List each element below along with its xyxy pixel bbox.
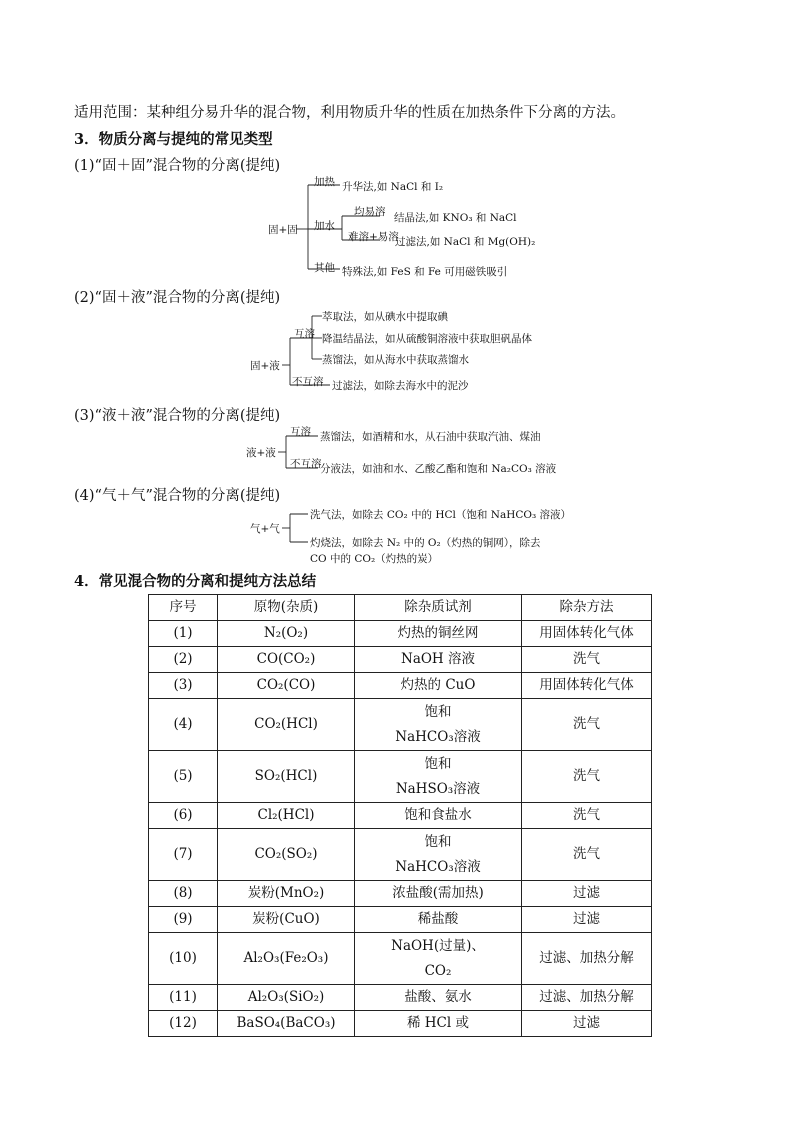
reagent-line-1: 浓盐酸(需加热): [392, 885, 484, 901]
tree4-leaf-burning-2: CO 中的 CO₂（灼热的炭）: [310, 553, 439, 565]
tree1-branch-heat: 加热: [314, 176, 335, 188]
row-reagent: [355, 621, 522, 647]
row-method: 洗气: [522, 751, 652, 803]
table-row: [149, 699, 652, 751]
row-method: 洗气: [522, 803, 652, 829]
table-row: [149, 751, 652, 803]
tree-solid-solid: [268, 172, 548, 282]
row-no: (3): [149, 673, 218, 699]
row-original: CO₂(CO): [218, 673, 355, 699]
row-reagent: [355, 699, 522, 751]
row-original: BaSO₄(BaCO₃): [218, 1011, 355, 1037]
table-row: [149, 621, 652, 647]
tree-solid-liquid: [250, 306, 560, 394]
reagent-line-2: NaHCO₃溶液: [395, 858, 481, 875]
tree3-leaf-distillation: 蒸馏法，如酒精和水，从石油中获取汽油、煤油: [320, 431, 541, 443]
row-no: (2): [149, 647, 218, 673]
tree-liquid-liquid: [246, 424, 566, 480]
row-reagent: [355, 647, 522, 673]
header-method: 除杂方法: [522, 595, 652, 621]
table-row: [149, 647, 652, 673]
row-no: (9): [149, 907, 218, 933]
tree2-leaf-filtration: 过滤法，如除去海水中的泥沙: [332, 380, 469, 392]
row-original: 炭粉(MnO₂): [218, 881, 355, 907]
reagent-line-2: NaHSO₃溶液: [395, 780, 481, 797]
section-4-heading: 4．常见混合物的分离和提纯方法总结: [74, 573, 317, 590]
tree2-branch-miscible: 互溶: [294, 328, 315, 340]
row-reagent: [355, 751, 522, 803]
tree2-leaf-distillation: 蒸馏法，如从海水中获取蒸馏水: [322, 354, 469, 366]
row-method: 过滤、加热分解: [522, 933, 652, 985]
reagent-line-2: NaHCO₃溶液: [395, 728, 481, 745]
row-method: 洗气: [522, 647, 652, 673]
reagent-line-2: CO₂: [424, 962, 452, 979]
header-reagent: 除杂质试剂: [355, 595, 522, 621]
row-reagent: [355, 907, 522, 933]
row-original: N₂(O₂): [218, 621, 355, 647]
row-method: 洗气: [522, 699, 652, 751]
row-no: (1): [149, 621, 218, 647]
tree1-branch-soluble: 均易溶: [354, 206, 386, 218]
tree4-leaf-gas-washing: 洗气法，如除去 CO₂ 中的 HCl（饱和 NaHCO₃ 溶液）: [310, 509, 572, 521]
row-original: SO₂(HCl): [218, 751, 355, 803]
table-row: [149, 985, 652, 1011]
tree3-root: 液+液: [246, 447, 276, 459]
subsection-liquid-liquid: (3)“液＋液”混合物的分离(提纯): [74, 408, 281, 424]
tree2-root: 固+液: [250, 360, 280, 372]
tree1-leaf-sublimation: 升华法,如 NaCl 和 I₂: [342, 181, 444, 193]
reagent-line-1: 灼热的 CuO: [400, 677, 476, 693]
row-method: 过滤: [522, 1011, 652, 1037]
subsection-solid-liquid: (2)“固＋液”混合物的分离(提纯): [74, 290, 281, 306]
header-no: 序号: [149, 595, 218, 621]
tree4-leaf-burning-1: 灼烧法，如除去 N₂ 中的 O₂（灼热的铜网），除去: [310, 537, 541, 549]
tree1-branch-other: 其他: [314, 262, 335, 274]
tree1-root: 固+固: [268, 224, 298, 236]
row-reagent: [355, 985, 522, 1011]
row-no: (10): [149, 933, 218, 985]
table-row: [149, 1011, 652, 1037]
reagent-line-1: 饱和: [424, 755, 452, 772]
table-header-row: [149, 595, 652, 621]
tree-gas-gas: [250, 504, 570, 570]
tree4-root: 气+气: [250, 523, 280, 535]
tree2-leaf-cooling-crystallization: 降温结晶法，如从硫酸铜溶液中获取胆矾晶体: [322, 333, 532, 345]
table-row: [149, 933, 652, 985]
row-no: (6): [149, 803, 218, 829]
row-original: 炭粉(CuO): [218, 907, 355, 933]
row-reagent: [355, 881, 522, 907]
reagent-line-1: 饱和食盐水: [404, 807, 472, 823]
row-no: (4): [149, 699, 218, 751]
row-no: (8): [149, 881, 218, 907]
tree2-leaf-extraction: 萃取法，如从碘水中提取碘: [322, 311, 448, 323]
tree2-branch-immiscible: 不互溶: [292, 376, 324, 388]
tree1-branch-water: 加水: [314, 220, 335, 232]
row-no: (12): [149, 1011, 218, 1037]
row-no: (7): [149, 829, 218, 881]
row-method: 用固体转化气体: [522, 673, 652, 699]
reagent-line-1: 盐酸、氨水: [404, 989, 472, 1005]
reagent-line-1: 灼热的铜丝网: [397, 625, 479, 641]
row-reagent: [355, 673, 522, 699]
table-row: [149, 907, 652, 933]
section-3-heading: 3．物质分离与提纯的常见类型: [74, 131, 273, 148]
row-reagent: [355, 933, 522, 985]
table-body: [149, 621, 652, 1037]
row-reagent: [355, 803, 522, 829]
reagent-line-1: 稀盐酸: [417, 911, 459, 927]
reagent-line-1: 饱和: [424, 833, 452, 850]
subsection-gas-gas: (4)“气＋气”混合物的分离(提纯): [74, 488, 281, 504]
row-no: (5): [149, 751, 218, 803]
row-original: Cl₂(HCl): [218, 803, 355, 829]
row-no: (11): [149, 985, 218, 1011]
reagent-line-1: 稀 HCl 或: [406, 1015, 469, 1031]
row-method: 洗气: [522, 829, 652, 881]
tree1-leaf-special: 特殊法,如 FeS 和 Fe 可用磁铁吸引: [342, 266, 508, 278]
row-original: CO(CO₂): [218, 647, 355, 673]
scope-text: 适用范围：某种组分易升华的混合物，利用物质升华的性质在加热条件下分离的方法。: [74, 105, 625, 121]
reagent-line-1: NaOH 溶液: [401, 651, 475, 667]
tree1-branch-insoluble: 难溶+易溶: [348, 231, 399, 243]
tree3-branch-immiscible: 不互溶: [290, 458, 322, 470]
row-original: Al₂O₃(Fe₂O₃): [218, 933, 355, 985]
subsection-solid-solid: (1)“固＋固”混合物的分离(提纯): [74, 158, 281, 174]
tree1-leaf-filtration: 过滤法,如 NaCl 和 Mg(OH)₂: [395, 236, 536, 248]
tree1-leaf-crystallization: 结晶法,如 KNO₃ 和 NaCl: [394, 212, 517, 224]
reagent-line-1: 饱和: [424, 703, 452, 720]
row-method: 过滤: [522, 907, 652, 933]
reagent-line-1: NaOH(过量)、: [391, 937, 485, 954]
row-reagent: [355, 829, 522, 881]
row-original: Al₂O₃(SiO₂): [218, 985, 355, 1011]
tree3-branch-miscible: 互溶: [290, 426, 311, 438]
purification-methods-table: [148, 594, 652, 1037]
table-row: [149, 881, 652, 907]
table-row: [149, 673, 652, 699]
row-reagent: [355, 1011, 522, 1037]
row-method: 用固体转化气体: [522, 621, 652, 647]
row-original: CO₂(SO₂): [218, 829, 355, 881]
header-original: 原物(杂质): [218, 595, 355, 621]
row-method: 过滤: [522, 881, 652, 907]
table-row: [149, 829, 652, 881]
tree3-leaf-liquid-separation: 分液法，如油和水、乙酸乙酯和饱和 Na₂CO₃ 溶液: [320, 463, 557, 475]
row-method: 过滤、加热分解: [522, 985, 652, 1011]
row-original: CO₂(HCl): [218, 699, 355, 751]
table-row: [149, 803, 652, 829]
